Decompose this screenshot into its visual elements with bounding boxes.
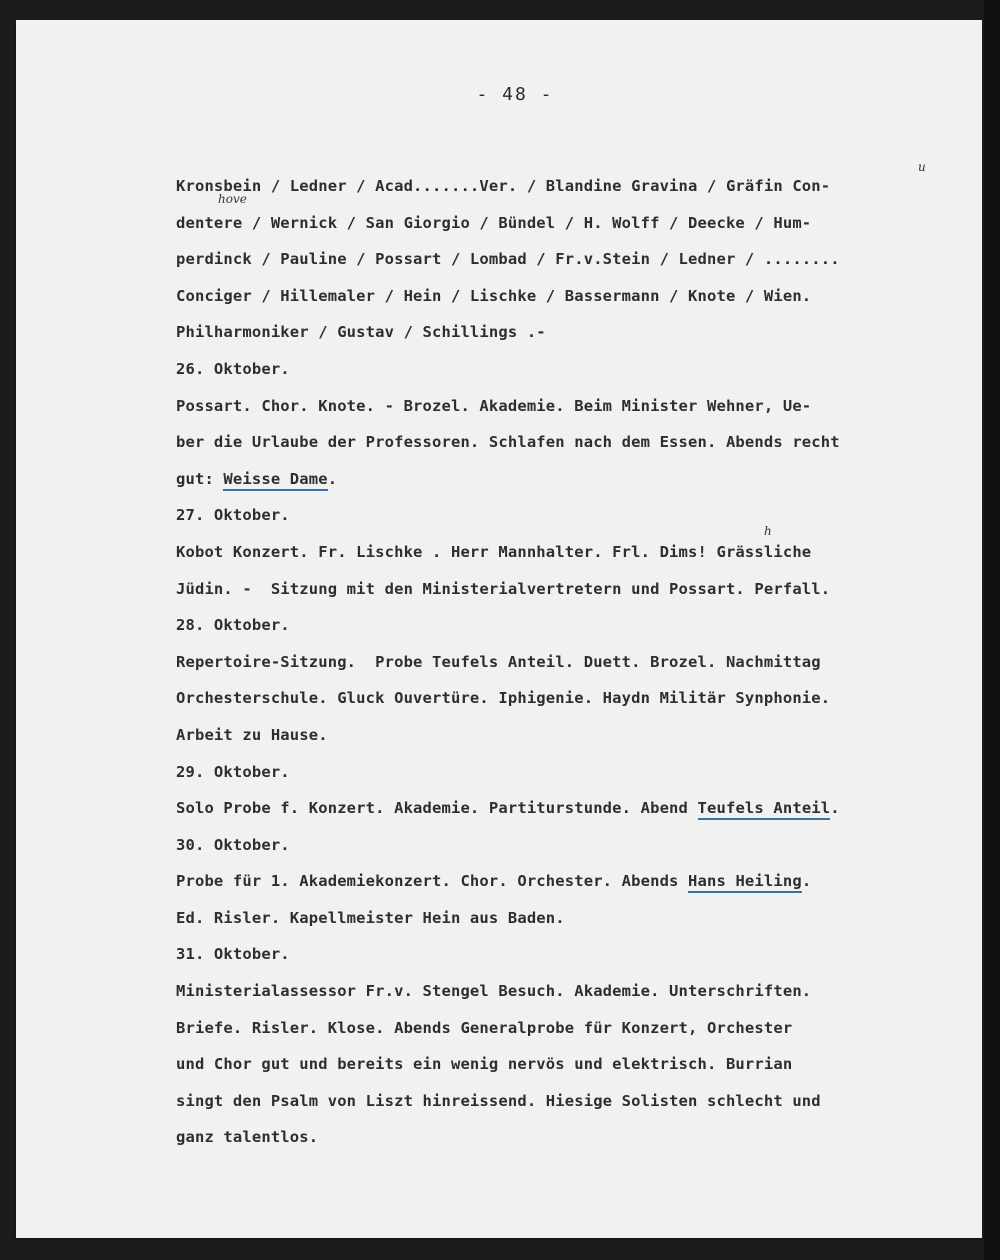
- date-heading-29: 29. Oktober.: [176, 762, 290, 781]
- text-segment: Probe für 1. Akademiekonzert. Chor. Orchester. Abends: [176, 872, 679, 891]
- underlined-title-weisse-dame: Weisse Dame: [223, 470, 327, 491]
- text-line-24: Briefe. Risler. Klose. Abends Generalprobe für Konzert, Orchester: [176, 1018, 793, 1037]
- typed-text-body: [176, 168, 966, 1156]
- text-line-3: perdinck / Pauline / Possart / Lombad / Fr.v.Stein / Ledner / ........: [176, 250, 840, 269]
- text-line-15: Orchesterschule. Gluck Ouvertüre. Iphigenie. Haydn Militär Synphonie.: [176, 689, 831, 708]
- date-heading-28: 28. Oktober.: [176, 616, 290, 635]
- date-heading-31: 31. Oktober.: [176, 945, 290, 964]
- text-line-2: dentere / Wernick / San Giorgio / Bündel / H. Wolff / Deecke / Hum-: [176, 213, 812, 232]
- underlined-title-hans-heiling: Hans Heiling: [688, 872, 802, 893]
- text-segment: .: [327, 469, 338, 488]
- text-line-23: Ministerialassessor Fr.v. Stengel Besuch. Akademie. Unterschriften.: [176, 982, 812, 1001]
- page-number: - 48 -: [476, 84, 554, 105]
- text-line-25: und Chor gut und bereits ein wenig nervös und elektrisch. Burrian: [176, 1055, 793, 1074]
- text-line-21: Ed. Risler. Kapellmeister Hein aus Baden.: [176, 908, 565, 927]
- handwritten-annotation-u: u: [918, 160, 926, 174]
- text-line-26: singt den Psalm von Liszt hinreissend. Hiesige Solisten schlecht und: [176, 1091, 821, 1110]
- handwritten-annotation-hove: hove: [218, 192, 247, 206]
- text-segment: gut:: [176, 469, 214, 488]
- text-line-18: [176, 790, 966, 827]
- text-line-14: Repertoire-Sitzung. Probe Teufels Anteil. Duett. Brozel. Nachmittag: [176, 652, 821, 671]
- text-line-1: Kronsbein / Ledner / Acad.......Ver. / Blandine Gravina / Gräfin Con-: [176, 177, 831, 195]
- text-segment: Solo Probe f. Konzert. Akademie. Partiturstunde. Abend: [176, 799, 689, 818]
- text-line-20: [176, 863, 966, 900]
- text-segment: .: [801, 872, 812, 891]
- page-edge: [984, 0, 1000, 1260]
- text-segment: .: [830, 799, 840, 818]
- text-line-27: ganz talentlos.: [176, 1128, 319, 1147]
- text-line-9: [176, 461, 966, 498]
- handwritten-annotation-h: h: [764, 524, 772, 538]
- date-heading-26: 26. Oktober.: [176, 359, 290, 378]
- text-line-11: Kobot Konzert. Fr. Lischke . Herr Mannhalter. Frl. Dims! Grässliche: [176, 542, 812, 561]
- text-line-5: Philharmoniker / Gustav / Schillings .-: [176, 323, 546, 342]
- underlined-title-teufels-anteil: Teufels Anteil: [698, 799, 831, 820]
- text-line-8: ber die Urlaube der Professoren. Schlafen nach dem Essen. Abends recht: [176, 433, 840, 452]
- text-line-12: Jüdin. - Sitzung mit den Ministerialvertretern und Possart. Perfall.: [176, 579, 831, 598]
- date-heading-27: 27. Oktober.: [176, 506, 290, 525]
- date-heading-30: 30. Oktober.: [176, 835, 290, 854]
- text-line-16: Arbeit zu Hause.: [176, 725, 328, 744]
- text-line-4: Conciger / Hillemaler / Hein / Lischke / Bassermann / Knote / Wien.: [176, 286, 812, 305]
- text-line-7: Possart. Chor. Knote. - Brozel. Akademie. Beim Minister Wehner, Ue-: [176, 396, 812, 415]
